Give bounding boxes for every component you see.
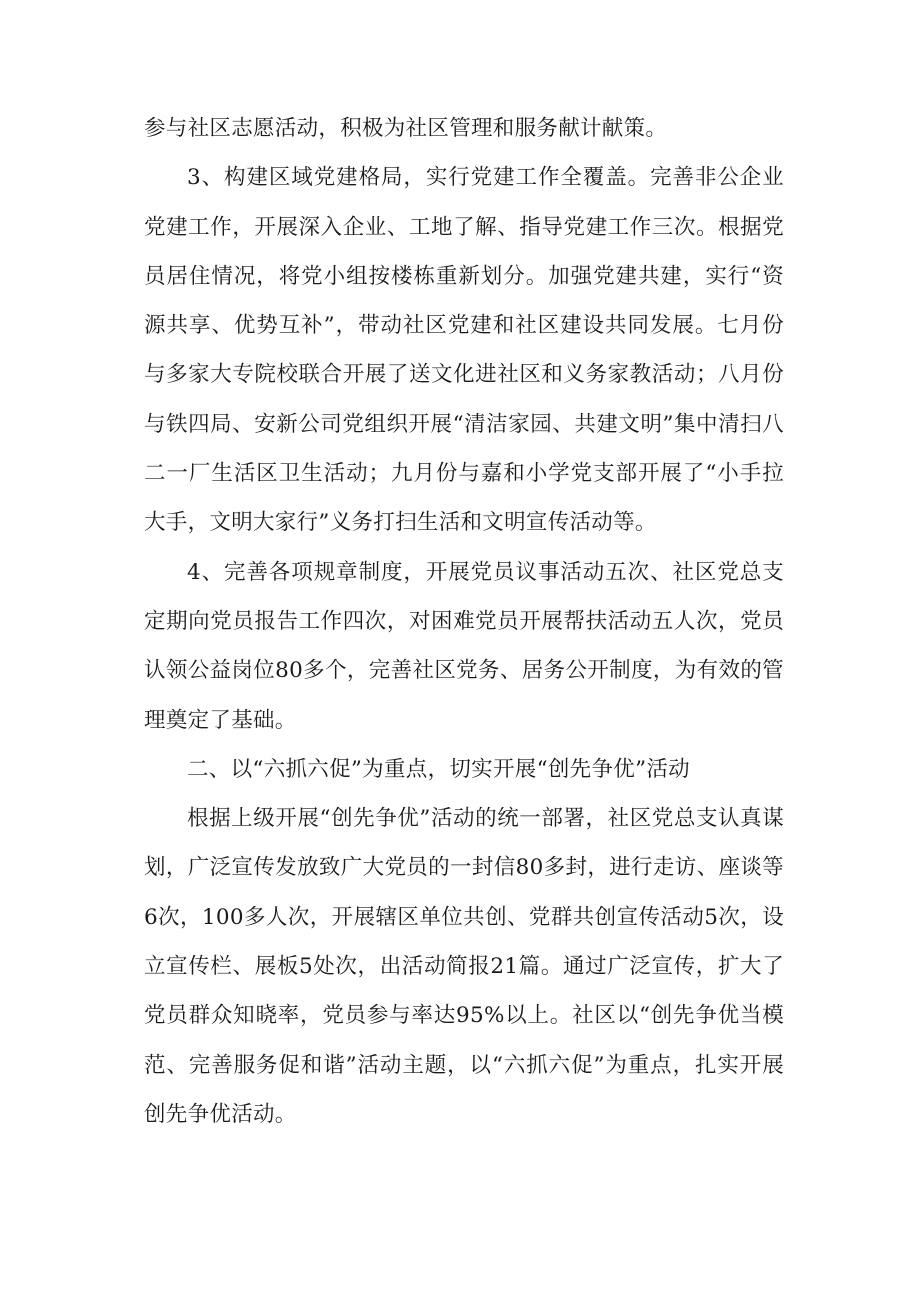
paragraph-item-3: 3、构建区域党建格局，实行党建工作全覆盖。完善非公企业党建工作，开展深入企业、工地了解、指导党建工作三次。根据党员居住情况，将党小组按楼栋重新划分。加强党建共建，实行“资源共享、优势互补”，带动社区党建和社区建设共同发展。七月份与多家大专院校联合开展了送文化进社区和义务家教活动；八月份与铁四局、安新公司党组织开展“清洁家园、共建文明”集中清扫八二一厂生活区卫生活动；九月份与嘉和小学党支部开展了“小手拉大手，文明大家行”义务打扫生活和文明宣传活动等。 [144,165,784,536]
paragraph-item-4: 4、完善各项规章制度，开展党员议事活动五次、社区党总支定期向党员报告工作四次，对困难党员开展帮扶活动五人次，党员认领公益岗位80多个，完善社区党务、居务公开制度，为有效的管理奠定了基础。 [144,559,784,733]
paragraph-continuation: 参与社区志愿活动，积极为社区管理和服务献计献策。 [144,116,668,141]
document-body [144,104,784,1139]
section-heading-2: 二、以“六抓六促”为重点，切实开展“创先争优”活动 [187,756,690,782]
paragraph-section-2-body: 根据上级开展“创先争优”活动的统一部署，社区党总支认真谋划，广泛宣传发放致广大党员的一封信80多封，进行走访、座谈等6次，100多人次，开展辖区单位共创、党群共创宣传活动5次，设立宣传栏、展板5处次，出活动简报21篇。通过广泛宣传，扩大了党员群众知晓率，党员参与率达95%以上。社区以“创先争优当模范、完善服务促和谐”活动主题，以“六抓六促”为重点，扎实开展创先争优活动。 [144,806,784,1127]
